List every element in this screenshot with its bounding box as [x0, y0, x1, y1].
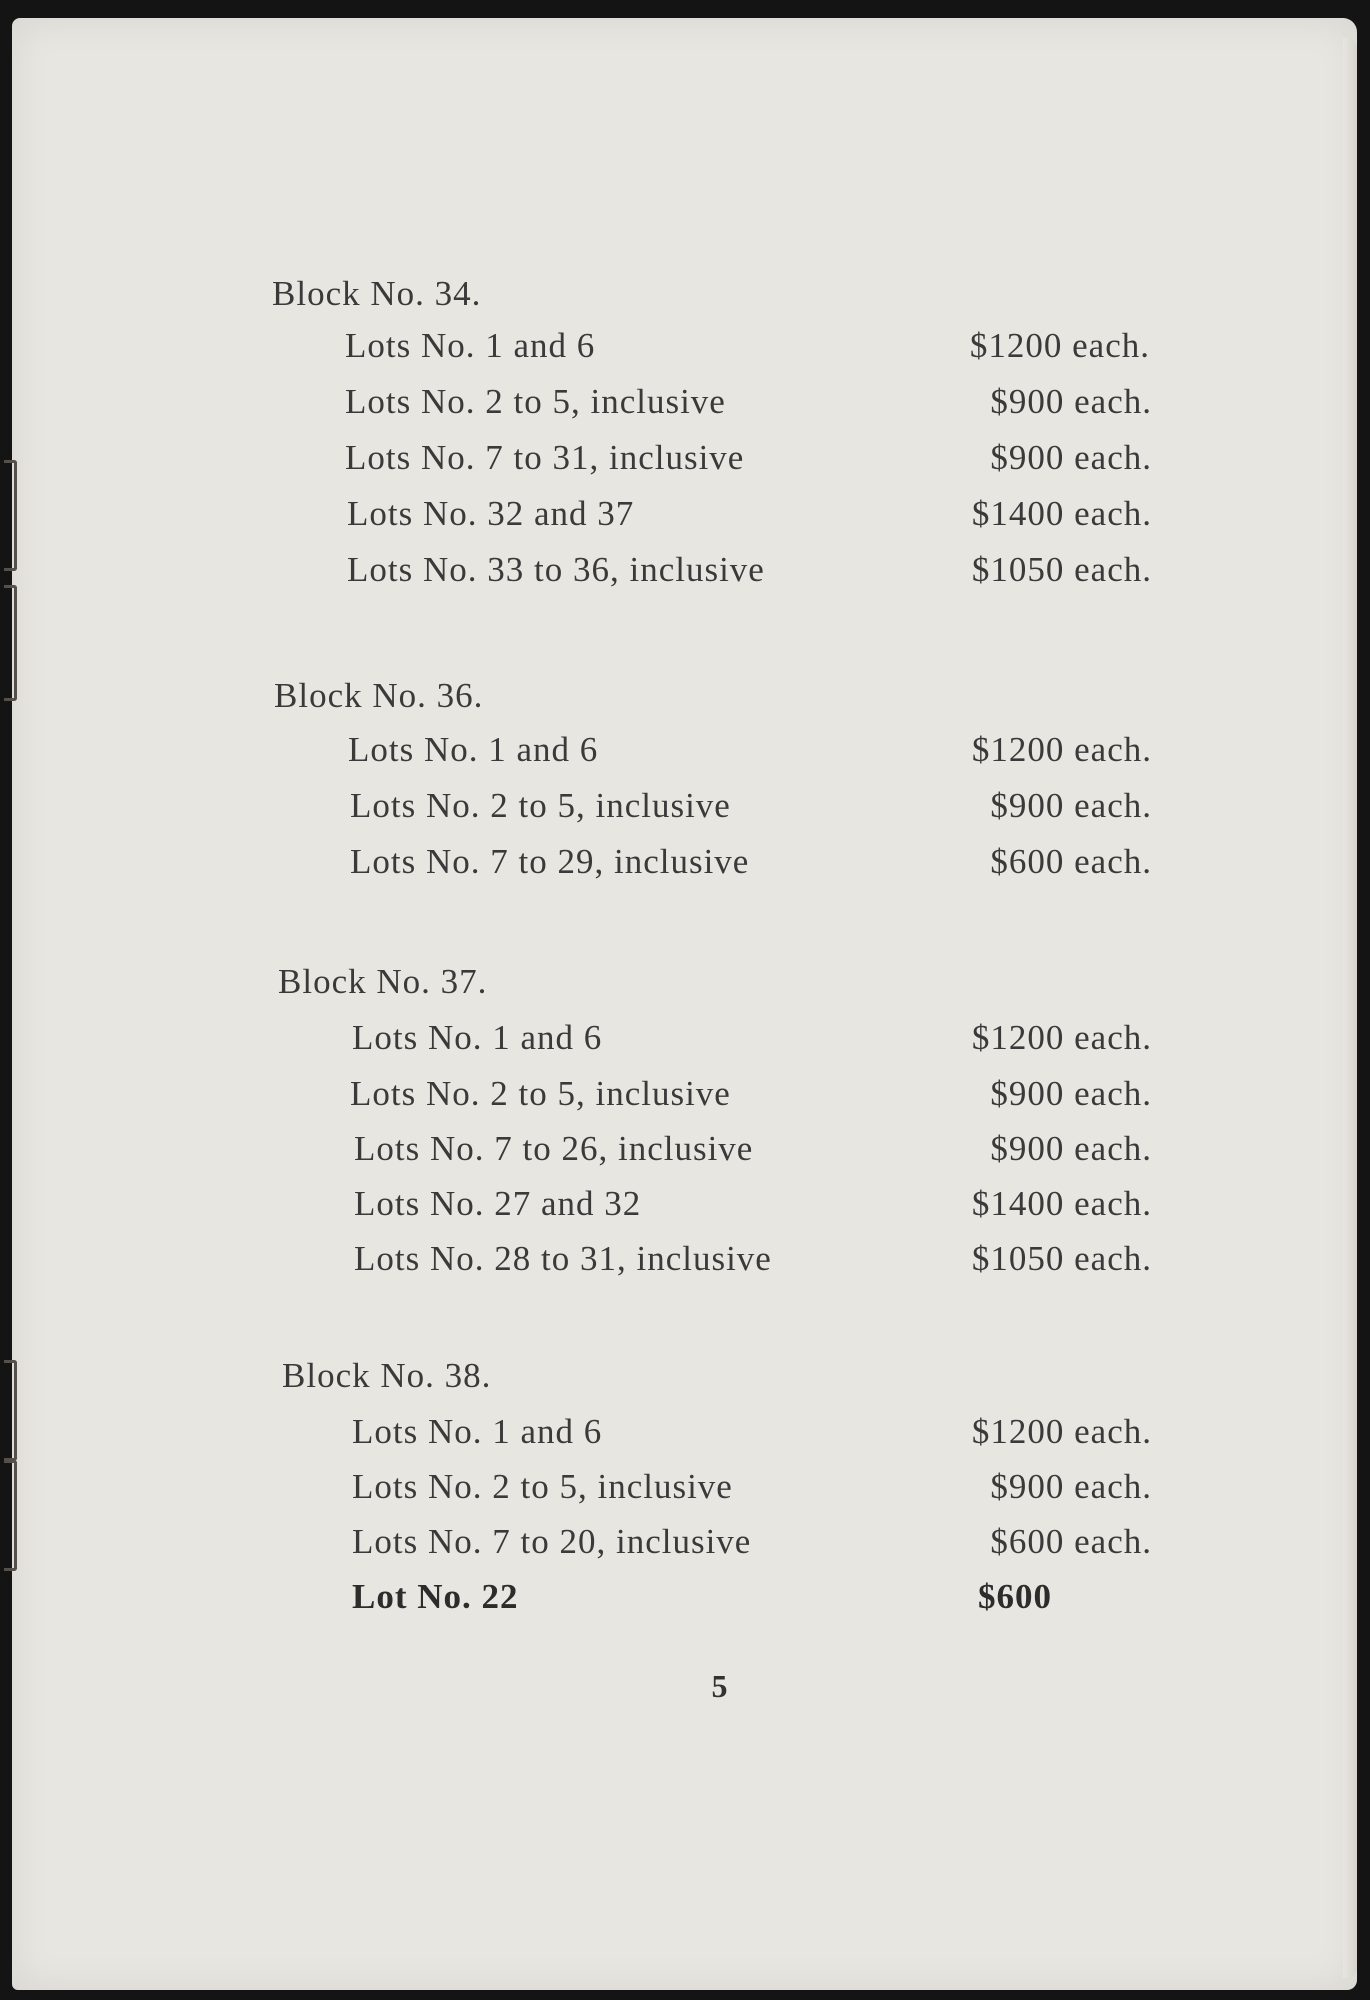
lot-row: [0, 550, 1370, 600]
lot-description: Lots No. 1 and 6: [352, 1018, 603, 1057]
lot-row: [0, 1184, 1370, 1234]
lot-row: [0, 1467, 1370, 1517]
lot-price: $900 each.: [990, 438, 1152, 477]
lot-description: Lots No. 7 to 29, inclusive: [350, 842, 750, 881]
lot-row: [0, 1074, 1370, 1124]
lot-description: Lots No. 28 to 31, inclusive: [354, 1239, 772, 1278]
lot-description: Lots No. 1 and 6: [352, 1412, 603, 1451]
lot-price: $900 each.: [990, 1467, 1152, 1506]
lot-row: [0, 730, 1370, 780]
lot-description: Lots No. 7 to 26, inclusive: [354, 1129, 754, 1168]
lot-description: Lots No. 7 to 20, inclusive: [352, 1522, 752, 1561]
lot-price: $1200 each.: [971, 730, 1152, 769]
lot-description: Lots No. 27 and 32: [354, 1184, 642, 1223]
lot-row: [0, 1239, 1370, 1289]
lot-row: [0, 1577, 1370, 1627]
lot-description: Lots No. 32 and 37: [347, 494, 635, 533]
block-title: Block No. 38.: [282, 1356, 492, 1395]
lot-description: Lots No. 2 to 5, inclusive: [352, 1467, 733, 1506]
lot-row: [0, 494, 1370, 544]
lot-price: $600: [978, 1577, 1052, 1616]
lot-row: [0, 438, 1370, 488]
lot-row: [0, 1018, 1370, 1068]
block-title: Block No. 36.: [274, 676, 484, 715]
lot-price: $900 each.: [990, 1074, 1152, 1113]
lot-price: $900 each.: [990, 382, 1152, 421]
lot-row: [0, 1522, 1370, 1572]
lot-description: Lots No. 33 to 36, inclusive: [347, 550, 765, 589]
lot-price: $600 each.: [990, 1522, 1152, 1561]
lot-price: $1400 each.: [971, 1184, 1152, 1223]
lot-description: Lots No. 7 to 31, inclusive: [345, 438, 745, 477]
lot-description: Lots No. 2 to 5, inclusive: [345, 382, 726, 421]
block-title: Block No. 34.: [272, 274, 482, 313]
lot-row: [0, 786, 1370, 836]
lot-row: [0, 842, 1370, 892]
lot-price: $600 each.: [990, 842, 1152, 881]
lot-description: Lots No. 2 to 5, inclusive: [350, 1074, 731, 1113]
lot-price: $1050 each.: [971, 1239, 1152, 1278]
lot-price: $1200 each.: [969, 326, 1150, 365]
lot-description: Lots No. 1 and 6: [348, 730, 599, 769]
lot-description: Lots No. 1 and 6: [345, 326, 596, 365]
lot-row: [0, 382, 1370, 432]
lot-row: [0, 1412, 1370, 1462]
page-number: 5: [711, 1668, 729, 1704]
lot-price: $900 each.: [990, 1129, 1152, 1168]
lot-description: Lot No. 22: [352, 1577, 519, 1616]
lot-row: [0, 1129, 1370, 1179]
lot-price: $1400 each.: [971, 494, 1152, 533]
lot-price: $1200 each.: [971, 1018, 1152, 1057]
lot-description: Lots No. 2 to 5, inclusive: [350, 786, 731, 825]
block-title: Block No. 37.: [278, 962, 488, 1001]
lot-price: $900 each.: [990, 786, 1152, 825]
lot-row: [0, 326, 1370, 376]
lot-price: $1200 each.: [971, 1412, 1152, 1451]
lot-price: $1050 each.: [971, 550, 1152, 589]
